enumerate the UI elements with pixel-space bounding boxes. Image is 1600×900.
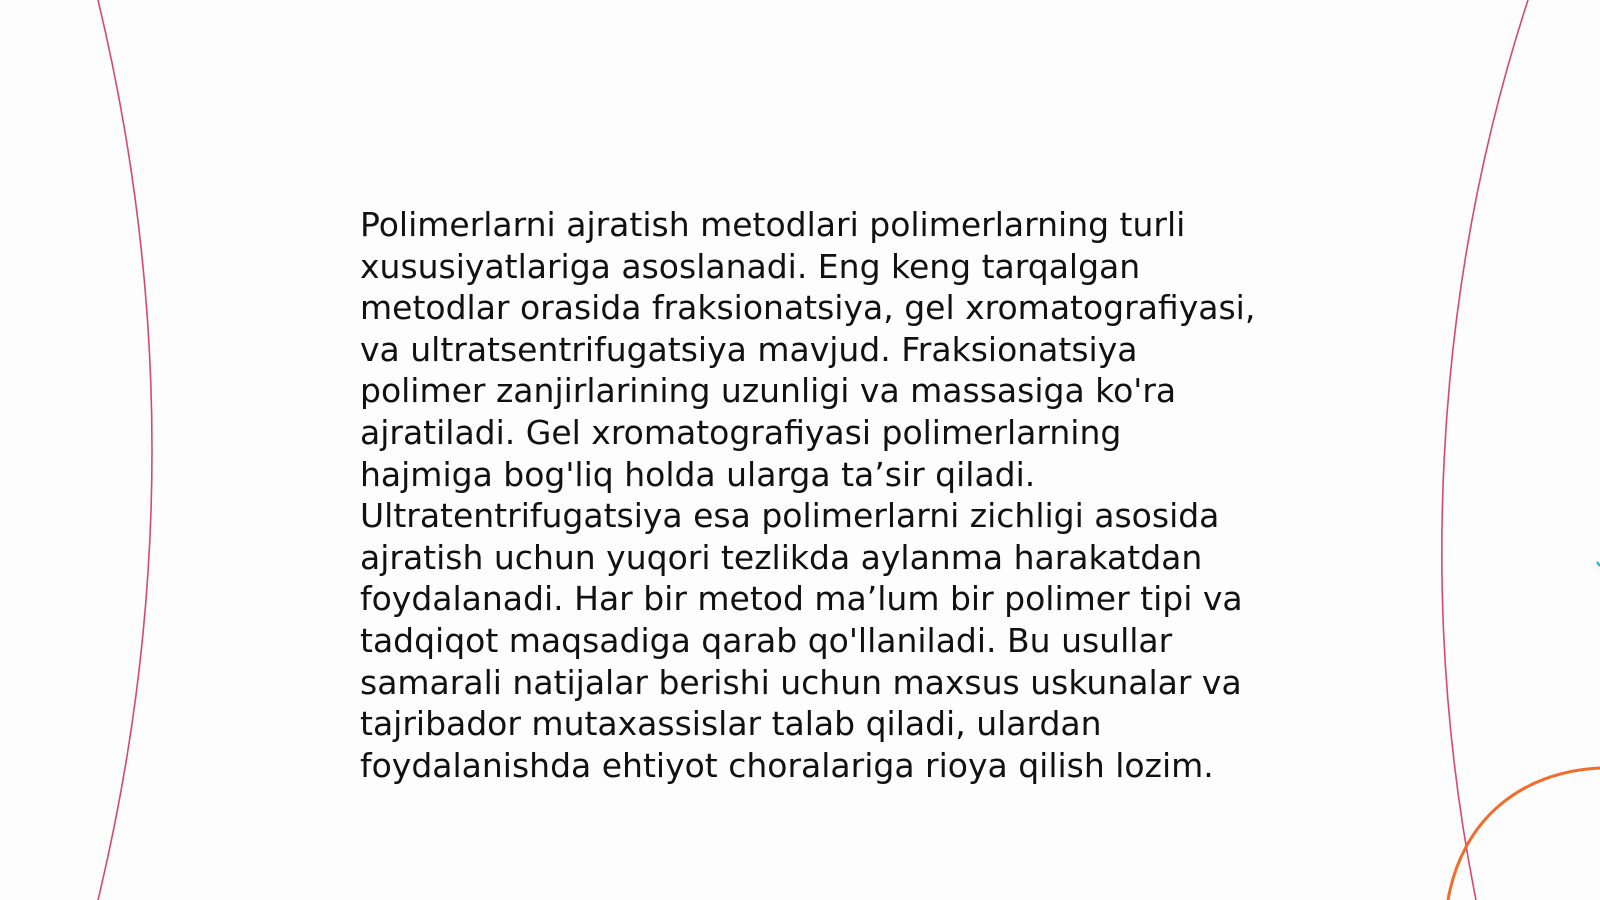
right-curve-line — [1442, 0, 1528, 900]
body-paragraph: Polimerlarni ajratish metodlari polimerlarning turli xususiyatlariga asoslanadi. Eng keng tarqalgan metodlar orasida fraksionatsiya, gel xromatografiyasi, va ultratsentrifugatsiya mavjud. Fraksionatsiya polimer zanjirlarining uzunligi va massasiga ko'ra ajratiladi. Gel xromatografiyasi polimerlarning hajmiga bog'liq holda ularga ta’sir qiladi. Ultratentrifugatsiya esa polimerlarni zichligi asosida ajratish uchun yuqori tezlikda aylanma harakatdan foydalanadi. Har bir metod ma’lum bir polimer tipi va tadqiqot maqsadiga qarab qo'llaniladi. Bu usullar samarali natijalar berishi uchun maxsus uskunalar va tajribador mutaxassislar talab qiladi, ulardan foydalanishda ehtiyot choralariga rioya qilish lozim. — [360, 205, 1256, 785]
orange-arc — [1448, 768, 1600, 900]
left-curve-line — [98, 0, 152, 900]
